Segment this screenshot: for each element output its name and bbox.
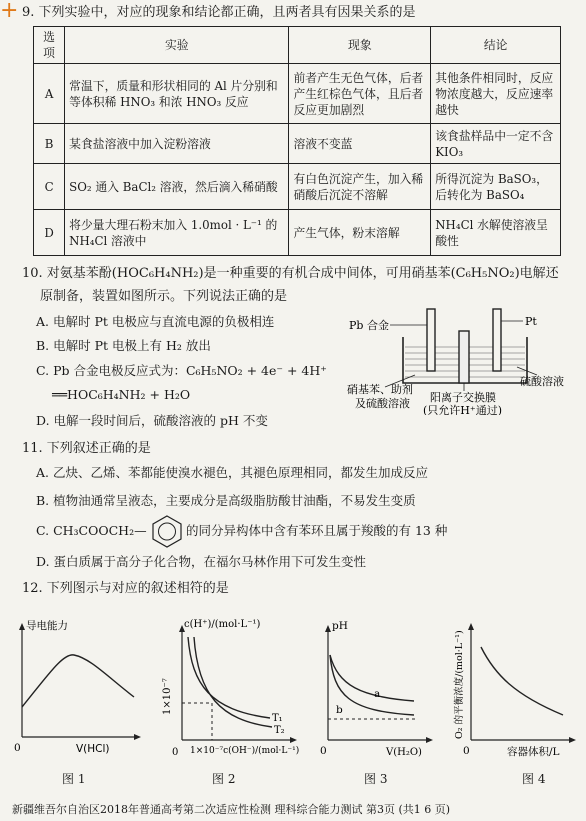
- fig2-t1-label: T₁: [272, 713, 283, 724]
- fig3-curve-a: [330, 655, 414, 701]
- page-footer: 新疆维吾尔自治区2018年普通高考第二次适应性检测 理科综合能力测试 第3页 (共1 6 页): [12, 803, 451, 816]
- electrolysis-apparatus-diagram: [345, 295, 580, 415]
- row-experiment: SO₂ 通入 BaCl₂ 溶液，然后滴入稀硝酸: [65, 164, 289, 210]
- figure-3-ph-dilution-graph: [310, 615, 440, 760]
- row-experiment: 将少量大理石粉末加入 1.0mol · L⁻¹ 的 NH₄Cl 溶液中: [65, 210, 289, 256]
- row-experiment: 常温下，质量和形状相同的 Al 片分别和等体积稀 HNO₃ 和浓 HNO₃ 反应: [65, 64, 289, 124]
- q10-stem-line1: 10. 对氨基苯酚(HOC₆H₄NH₂)是一种重要的有机合成中间体，可用硝基苯(C₆H₅NO₂)电解还: [22, 266, 559, 281]
- fig3-caption: 图 3: [364, 772, 388, 786]
- row-option: C: [34, 164, 65, 210]
- fig3-origin: 0: [320, 745, 327, 757]
- header-conclusion: 结论: [431, 27, 561, 64]
- row-conclusion: NH₄Cl 水解使溶液呈酸性: [431, 210, 561, 256]
- q12-stem: 12. 下列图示与对应的叙述相符的是: [22, 581, 229, 596]
- q10-option-c-line1: C. Pb 合金电极反应式为：C₆H₅NO₂ + 4e⁻ + 4H⁺: [36, 363, 327, 378]
- fig4-caption: 图 4: [522, 772, 546, 786]
- q11-option-a: A. 乙炔、乙烯、苯都能使溴水褪色，其褪色原理相同，都发生加成反应: [36, 465, 428, 480]
- label-sulfuric-acid: 硫酸溶液: [520, 375, 564, 388]
- fig3-xlabel: V(H₂O): [386, 747, 422, 758]
- fig1-curve: [22, 655, 134, 707]
- table-row: [34, 164, 561, 210]
- fig2-ylabel: c(H⁺)/(mol·L⁻¹): [184, 619, 261, 630]
- row-phenomenon: 溶液不变蓝: [289, 124, 431, 164]
- header-option: 选项: [34, 27, 65, 64]
- header-experiment: 实验: [65, 27, 289, 64]
- label-membrane-2: (只允许H⁺通过): [423, 404, 502, 415]
- q10-option-d: D. 电解一段时间后，硫酸溶液的 pH 不变: [36, 413, 268, 428]
- row-experiment: 某食盐溶液中加入淀粉溶液: [65, 124, 289, 164]
- figure-2-ion-concentration-graph: [150, 615, 300, 760]
- label-pb-alloy: Pb 合金: [349, 319, 389, 332]
- q10-option-b: B. 电解时 Pt 电极上有 H₂ 放出: [36, 338, 211, 353]
- plus-icon: +: [0, 0, 19, 23]
- fig2-origin: 0: [172, 747, 179, 758]
- fig3-ylabel: pH: [332, 620, 348, 632]
- q9-table: [33, 26, 561, 256]
- label-membrane-1: 阳离子交换膜: [430, 391, 496, 404]
- fig4-origin: 0: [463, 745, 470, 757]
- table-row: [34, 210, 561, 256]
- fig4-xlabel: 容器体积/L: [507, 746, 560, 758]
- fig1-ylabel: 导电能力: [26, 620, 68, 632]
- row-phenomenon: 产生气体，粉末溶解: [289, 210, 431, 256]
- label-left-solution-2: 及硫酸溶液: [355, 397, 410, 410]
- q10-option-c-line2: ══HOC₆H₄NH₂ + H₂O: [52, 387, 191, 402]
- benzene-ring-icon: [150, 514, 184, 548]
- fig2-ytick: 1×10⁻⁷: [162, 678, 173, 715]
- row-conclusion: 其他条件相同时，反应物浓度越大，反应速率越快: [431, 64, 561, 124]
- fig2-curve-t1: [188, 637, 270, 718]
- fig2-t2-label: T₂: [274, 725, 285, 736]
- fig4-ylabel: O₂ 的平衡浓度/(mol·L⁻¹): [454, 630, 465, 739]
- header-phenomenon: 现象: [289, 27, 431, 64]
- fig1-origin: 0: [14, 742, 21, 754]
- row-option: A: [34, 64, 65, 124]
- table-row: [34, 64, 561, 124]
- row-conclusion: 该食盐样品中一定不含 KIO₃: [431, 124, 561, 164]
- fig2-xlabel: 1×10⁻⁷c(OH⁻)/(mol·L⁻¹): [190, 746, 300, 756]
- table-header-row: [34, 27, 561, 64]
- fig2-curve-t2: [194, 637, 272, 727]
- figure-4-oxygen-concentration-graph: [445, 615, 583, 760]
- fig1-xlabel: V(HCl): [76, 743, 110, 755]
- q11-option-c-left: C. CH₃COOCH₂—: [36, 523, 147, 538]
- table-row: [34, 124, 561, 164]
- q11-option-b: B. 植物油通常呈液态，主要成分是高级脂肪酸甘油酯，不易发生变质: [36, 493, 416, 508]
- row-phenomenon: 前者产生无色气体，后者产生红棕色气体，且后者反应更加剧烈: [289, 64, 431, 124]
- q11-option-c-right: 的同分异构体中含有苯环且属于羧酸的有 13 种: [186, 523, 448, 538]
- fig3-a-label: a: [374, 688, 381, 700]
- fig2-caption: 图 2: [212, 772, 236, 786]
- label-left-solution-1: 硝基苯、助剂: [347, 383, 413, 396]
- row-conclusion: 所得沉淀为 BaSO₃，后转化为 BaSO₄: [431, 164, 561, 210]
- row-option: B: [34, 124, 65, 164]
- fig1-caption: 图 1: [62, 772, 86, 786]
- row-phenomenon: 有白色沉淀产生，加入稀硝酸后沉淀不溶解: [289, 164, 431, 210]
- figure-1-conductivity-graph: [8, 615, 143, 760]
- q9-stem: 9. 下列实验中，对应的现象和结论都正确，且两者具有因果关系的是: [22, 5, 416, 20]
- q11-option-d: D. 蛋白质属于高分子化合物，在福尔马林作用下可发生变性: [36, 554, 367, 569]
- row-option: D: [34, 210, 65, 256]
- label-pt: Pt: [525, 315, 537, 328]
- q11-stem: 11. 下列叙述正确的是: [22, 441, 151, 456]
- q10-option-a: A. 电解时 Pt 电极应与直流电源的负极相连: [36, 314, 275, 329]
- fig3-b-label: b: [336, 704, 343, 716]
- fig4-curve: [481, 647, 563, 715]
- q10-stem-line2: 原制备，装置如图所示。下列说法正确的是: [40, 289, 288, 304]
